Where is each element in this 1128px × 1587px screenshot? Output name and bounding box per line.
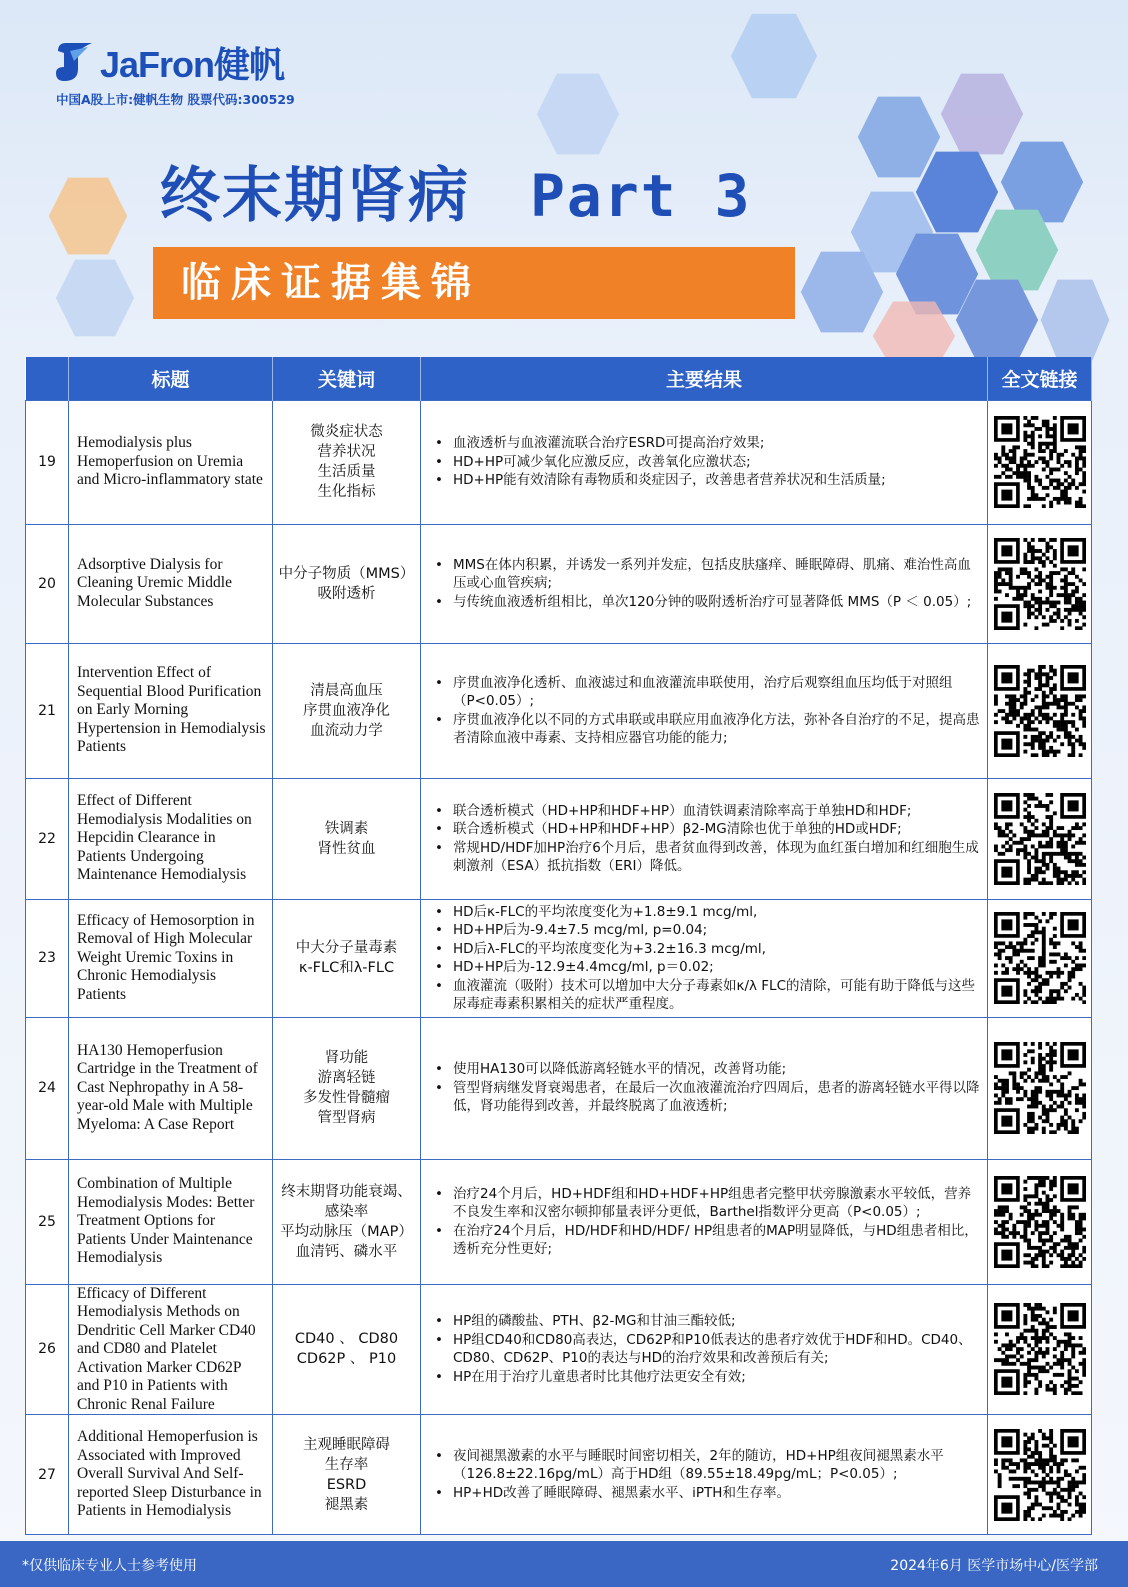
row-title: Combination of Multiple Hemodialysis Modes: Better Treatment Options for Patients Under Maintenance Hemodialysis [69, 1159, 273, 1284]
qr-code-icon[interactable] [994, 1303, 1086, 1395]
result-item: • HP组的磷酸盐、PTH、β2-MG和甘油三酯较低; [431, 1312, 983, 1331]
row-results [421, 899, 988, 1017]
keyword: 中大分子量毒素 [295, 940, 398, 956]
header-num [26, 357, 69, 400]
qr-code-icon[interactable] [994, 416, 1086, 508]
row-link [988, 400, 1092, 524]
row-title: HA130 Hemoperfusion Cartridge in the Treatment of Cast Nephropathy in A 58-year-old Male with Multiple Myeloma: A Case Report [69, 1017, 273, 1159]
row-link [988, 1159, 1092, 1284]
keyword: 终末期肾功能衰竭、感染率 [281, 1183, 412, 1220]
keyword: 中分子物质（MMS） [278, 565, 415, 582]
table-row [26, 778, 1092, 899]
row-number: 25 [26, 1159, 69, 1284]
result-item: • MMS在体内积累，并诱发一系列并发症，包括皮肤瘙痒、睡眠障碍、肌痛、难治性高血压或心血管疾病; [431, 556, 983, 593]
row-title: Adsorptive Dialysis for Cleaning Uremic Middle Molecular Substances [69, 524, 273, 643]
table-row [26, 1415, 1092, 1535]
result-item: • HD+HP可减少氧化应激反应，改善氧化应激状态; [431, 453, 983, 472]
keyword: 序贯血液净化 [303, 702, 390, 719]
row-keywords [273, 1284, 421, 1415]
keyword: CD62P 、 P10 [296, 1351, 397, 1368]
row-number: 27 [26, 1415, 69, 1535]
footer [0, 1541, 1128, 1587]
row-results [421, 778, 988, 899]
stock-info: 中国A股上市:健帆生物 股票代码:300529 [56, 92, 295, 107]
row-keywords [273, 524, 421, 643]
keyword: 生化指标 [317, 484, 376, 500]
result-item: • HP在用于治疗儿童患者时比其他疗法更安全有效; [431, 1368, 983, 1387]
decorative-hexagon [1040, 278, 1110, 362]
header-link: 全文链接 [988, 357, 1092, 400]
row-link [988, 1415, 1092, 1535]
keyword: 肾性贫血 [317, 840, 376, 857]
keyword: 褪黑素 [324, 1496, 369, 1513]
row-link [988, 1017, 1092, 1159]
row-keywords [273, 899, 421, 1017]
result-item: • HD+HP能有效清除有毒物质和炎症因子，改善患者营养状况和生活质量; [431, 471, 983, 490]
result-item: • HD后λ-FLC的平均浓度变化为+3.2±16.3 mcg/ml, [431, 940, 983, 959]
result-item: • 序贯血液净化以不同的方式串联或串联应用血液净化方法，弥补各自治疗的不足，提高患者清除血液中毒素、支持相应器官功能的能力; [431, 711, 983, 748]
row-number: 26 [26, 1284, 69, 1415]
result-item: • HP+HD改善了睡眠障碍、褪黑素水平、iPTH和生存率。 [431, 1484, 983, 1503]
table-row [26, 643, 1092, 778]
qr-code-icon[interactable] [994, 1176, 1086, 1268]
result-item: • 在治疗24个月后，HD/HDF和HD/HDF/ HP组患者的MAP明显降低，与HD组患者相比，透析充分性更好; [431, 1222, 983, 1259]
table-row [26, 1017, 1092, 1159]
table-row [26, 1284, 1092, 1415]
result-item: • HD+HP后为-12.9±4.4mcg/ml, p＝0.02; [431, 958, 983, 977]
row-number: 21 [26, 643, 69, 778]
row-results [421, 1017, 988, 1159]
decorative-hexagon [48, 176, 128, 256]
row-number: 24 [26, 1017, 69, 1159]
header-keywords: 关键词 [273, 357, 421, 400]
title-part: Part 3 [530, 162, 752, 230]
footer-disclaimer: *仅供临床专业人士参考使用 [22, 1558, 197, 1574]
qr-code-icon[interactable] [994, 665, 1086, 757]
qr-code-icon[interactable] [994, 1042, 1086, 1134]
row-keywords [273, 1017, 421, 1159]
row-keywords [273, 643, 421, 778]
row-results [421, 1159, 988, 1284]
qr-code-icon[interactable] [994, 538, 1086, 630]
row-number: 20 [26, 524, 69, 643]
row-number: 19 [26, 400, 69, 524]
row-keywords [273, 1159, 421, 1284]
row-keywords [273, 1415, 421, 1535]
row-title: Intervention Effect of Sequential Blood Purification on Early Morning Hypertension in Hemodialysis Patients [69, 643, 273, 778]
result-item: • 联合透析模式（HD+HP和HDF+HP）血清铁调素清除率高于单独HD和HDF; [431, 802, 983, 821]
result-item: • 血液灌流（吸附）技术可以增加中大分子毒素如κ/λ FLC的清除，可能有助于降低与这些尿毒症毒素积累相关的症状严重程度。 [431, 977, 983, 1014]
decorative-hexagon [857, 95, 941, 179]
row-link [988, 899, 1092, 1017]
result-item: • 夜间褪黑激素的水平与睡眠时间密切相关，2年的随访，HD+HP组夜间褪黑素水平（126.8±22.16pg/mL）高于HD组（89.55±18.49pg/mL；P<0.05）; [431, 1447, 983, 1484]
keyword: 生活质量 [317, 464, 376, 480]
row-number: 22 [26, 778, 69, 899]
result-item: • 序贯血液净化透析、血液滤过和血液灌流串联使用，治疗后观察组血压均低于对照组（P<0.05）; [431, 674, 983, 711]
keyword: 生存率 [324, 1456, 369, 1473]
result-item: • HD后κ-FLC的平均浓度变化为+1.8±9.1 mcg/ml, [431, 903, 983, 922]
keyword: 血流动力学 [310, 722, 383, 739]
keyword: 管型肾病 [317, 1110, 376, 1126]
row-title: Effect of Different Hemodialysis Modalities on Hepcidin Clearance in Patients Undergoing Maintenance Hemodialysis [69, 778, 273, 899]
keyword: 血清钙、磷水平 [295, 1243, 398, 1260]
evidence-table [25, 357, 1092, 1535]
footer-date-dept: 2024年6月 医学市场中心/医学部 [890, 1558, 1098, 1574]
keyword: 主观睡眠障碍 [303, 1436, 390, 1453]
row-title: Efficacy of Hemosorption in Removal of High Molecular Weight Uremic Toxins in Chronic Hemodialysis Patients [69, 899, 273, 1017]
keyword: 铁调素 [324, 820, 369, 837]
logo-text: JaFron健帆 [100, 43, 285, 85]
result-item: • 常规HD/HDF加HP治疗6个月后，患者贫血得到改善，体现为血红蛋白增加和红细胞生成刺激剂（ESA）抵抗指数（ERI）降低。 [431, 839, 983, 876]
keyword: 微炎症状态 [310, 424, 383, 440]
row-title: Hemodialysis plus Hemoperfusion on Uremia and Micro-inflammatory state [69, 400, 273, 524]
row-link [988, 524, 1092, 643]
keyword: CD40 、 CD80 [294, 1331, 399, 1348]
decorative-hexagon [536, 72, 620, 156]
row-link [988, 643, 1092, 778]
page-title [160, 148, 752, 234]
decorative-hexagon [55, 258, 135, 338]
keyword: 清晨高血压 [310, 682, 383, 699]
row-results [421, 643, 988, 778]
jafron-logo-icon [52, 39, 98, 85]
result-item: • 治疗24个月后，HD+HDF组和HD+HDF+HP组患者完整甲状旁腺激素水平较低，营养不良发生率和汉密尔顿抑郁量表评分更低，Barthel指数评分更高（P<0.05）; [431, 1185, 983, 1222]
row-results [421, 1415, 988, 1535]
result-item: • 使用HA130可以降低游离轻链水平的情况，改善肾功能; [431, 1060, 983, 1079]
subtitle-banner: 临床证据集锦 [153, 247, 795, 319]
table-row [26, 400, 1092, 524]
result-item: • HD+HP后为-9.4±7.5 mcg/ml, p=0.04; [431, 921, 983, 940]
row-results [421, 1284, 988, 1415]
result-item: • 血液透析与血液灌流联合治疗ESRD可提高治疗效果; [431, 434, 983, 453]
result-item: • 管型肾病继发肾衰竭患者，在最后一次血液灌流治疗四周后，患者的游离轻链水平得以降低，肾功能得到改善，并最终脱离了血液透析; [431, 1079, 983, 1116]
title-text: 终末期肾病 [160, 161, 470, 231]
row-keywords [273, 400, 421, 524]
result-item: • 联合透析模式（HD+HP和HDF+HP）β2-MG清除也优于单独的HD或HDF; [431, 820, 983, 839]
row-results [421, 524, 988, 643]
table-row [26, 1159, 1092, 1284]
decorative-hexagon [730, 12, 818, 100]
table-header-row [26, 357, 1092, 400]
decorative-hexagon [940, 72, 1024, 156]
keyword: 肾功能 [324, 1050, 369, 1066]
row-keywords [273, 778, 421, 899]
keyword: 营养状况 [317, 444, 376, 460]
qr-code-icon[interactable] [994, 793, 1086, 885]
header-title: 标题 [69, 357, 273, 400]
table-row [26, 899, 1092, 1017]
keyword: 多发性骨髓瘤 [303, 1090, 390, 1106]
result-item: • HP组CD40和CD80高表达，CD62P和P10低表达的患者疗效优于HDF和HD。CD40、CD80、CD62P、P10的表达与HD的治疗效果和改善预后有关; [431, 1331, 983, 1368]
keyword: κ-FLC和λ-FLC [298, 960, 395, 976]
row-link [988, 778, 1092, 899]
result-item: • 与传统血液透析组相比，单次120分钟的吸附透析治疗可显著降低 MMS（P ＜ 0.05）; [431, 593, 983, 612]
row-link [988, 1284, 1092, 1415]
row-results [421, 400, 988, 524]
row-title: Efficacy of Different Hemodialysis Methods on Dendritic Cell Marker CD40 and CD80 and Platelet Activation Marker CD62P and P10 in Patients with Chronic Renal Failure [69, 1284, 273, 1415]
qr-code-icon[interactable] [994, 1429, 1086, 1521]
keyword: ESRD [326, 1476, 367, 1493]
company-logo [52, 38, 284, 86]
qr-code-icon[interactable] [994, 912, 1086, 1004]
keyword: 游离轻链 [317, 1070, 376, 1086]
table-row [26, 524, 1092, 643]
row-number: 23 [26, 899, 69, 1017]
row-title: Additional Hemoperfusion is Associated with Improved Overall Survival And Self-reported Sleep Disturbance in Patients in Hemodialysis [69, 1415, 273, 1535]
keyword: 吸附透析 [317, 585, 376, 602]
keyword: 平均动脉压（MAP） [280, 1223, 413, 1240]
header-results: 主要结果 [421, 357, 988, 400]
